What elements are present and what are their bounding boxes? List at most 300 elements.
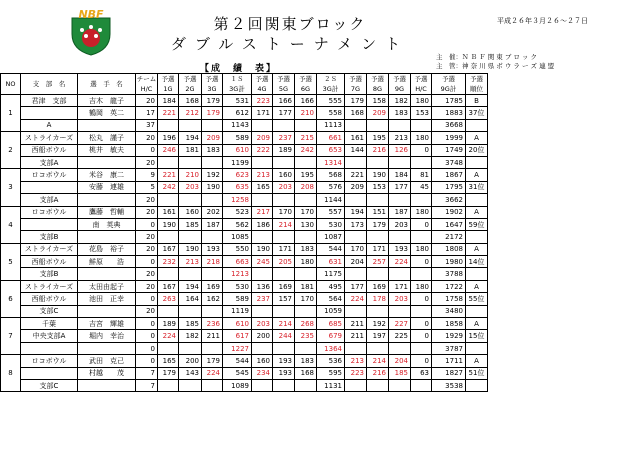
score-cell: 589 [223, 132, 252, 144]
score-cell: 194 [179, 132, 202, 144]
score-cell: 180 [295, 256, 317, 268]
branch-name-line [21, 218, 78, 230]
score-cell: 168 [295, 367, 317, 379]
score-cell: 495 [317, 280, 345, 292]
empty-cell [179, 305, 202, 317]
player-hc: 20 [136, 95, 158, 107]
team-row [1, 119, 488, 131]
score-cell: 151 [367, 206, 389, 218]
branch-name-line: 支部A [21, 156, 78, 168]
score-cell: 178 [367, 293, 389, 305]
score-cell: 263 [158, 293, 179, 305]
team-hc: 20 [136, 231, 158, 243]
score-cell: 1808 [432, 243, 466, 255]
score-cell: 216 [367, 367, 389, 379]
empty-cell [202, 231, 223, 243]
empty-cell [411, 305, 432, 317]
score-cell: 153 [411, 107, 432, 119]
score-cell: 213 [345, 355, 367, 367]
s1-total: 1213 [223, 268, 252, 280]
score-cell: 218 [202, 256, 223, 268]
empty-cell [466, 268, 488, 280]
svg-text:NBF: NBF [78, 8, 104, 21]
score-cell: 165 [252, 181, 273, 193]
empty-cell [252, 268, 273, 280]
team-no: 2 [1, 132, 21, 169]
score-cell: 0 [411, 218, 432, 230]
score-cell: 45 [411, 181, 432, 193]
score-cell: 166 [295, 95, 317, 107]
score-cell: 203 [389, 218, 411, 230]
team-row [1, 156, 488, 168]
col-total: 予選 9G計 [432, 74, 466, 95]
score-cell: 81 [411, 169, 432, 181]
score-cell: 222 [252, 144, 273, 156]
score-cell: 167 [158, 243, 179, 255]
score-cell: 196 [158, 132, 179, 144]
score-cell: 179 [202, 107, 223, 119]
score-cell: 164 [179, 293, 202, 305]
col-no: NO [1, 74, 21, 95]
empty-cell [273, 305, 295, 317]
score-cell: 173 [345, 218, 367, 230]
rank-letter: B [466, 95, 488, 107]
event-date: 平成２６年３月２６～２７日 [497, 17, 588, 25]
score-cell: 171 [389, 280, 411, 292]
score-cell: 195 [295, 169, 317, 181]
score-cell: 193 [389, 243, 411, 255]
empty-cell [252, 379, 273, 391]
score-cell: 189 [158, 318, 179, 330]
empty-cell [252, 194, 273, 206]
empty-cell [179, 119, 202, 131]
score-cell: 562 [223, 218, 252, 230]
score-cell: 237 [252, 293, 273, 305]
score-cell: 177 [389, 181, 411, 193]
score-cell: 221 [158, 169, 179, 181]
score-cell: 179 [367, 218, 389, 230]
score-cell: 193 [202, 243, 223, 255]
score-cell: 185 [179, 318, 202, 330]
score-cell: 221 [158, 107, 179, 119]
empty-cell [252, 156, 273, 168]
score-cell: 555 [317, 95, 345, 107]
empty-cell [78, 231, 136, 243]
team-hc: 20 [136, 156, 158, 168]
empty-cell [389, 379, 411, 391]
grand-total: 3538 [432, 379, 466, 391]
score-cell: 193 [273, 355, 295, 367]
col-g1: 予選 1G [158, 74, 179, 95]
team-row [1, 256, 488, 268]
score-cell: 213 [252, 169, 273, 181]
s1-total: 1227 [223, 342, 252, 354]
branch-name-line: 君津 支部 [21, 95, 78, 107]
score-cell: 209 [367, 107, 389, 119]
empty-cell [179, 231, 202, 243]
player-name: 米谷 康二 [78, 169, 136, 181]
score-cell: 623 [223, 169, 252, 181]
score-cell: 203 [252, 318, 273, 330]
score-cell: 653 [317, 144, 345, 156]
score-cell: 170 [295, 206, 317, 218]
section-label: 【成 績 表】 [200, 64, 278, 74]
player-hc: 0 [136, 218, 158, 230]
rank-letter: A [466, 355, 488, 367]
score-cell: 190 [252, 243, 273, 255]
empty-cell [158, 268, 179, 280]
score-cell: 214 [367, 355, 389, 367]
score-cell: 536 [317, 355, 345, 367]
score-cell: 192 [367, 318, 389, 330]
branch-name-line: ロコボウル [21, 355, 78, 367]
empty-cell [411, 379, 432, 391]
player-hc: 17 [136, 107, 158, 119]
empty-cell [202, 342, 223, 354]
score-cell: 63 [411, 367, 432, 379]
s2-total: 1113 [317, 119, 345, 131]
score-cell: 179 [202, 355, 223, 367]
empty-cell [252, 305, 273, 317]
score-cell: 216 [367, 144, 389, 156]
branch-name-line: ストライカーズ [21, 132, 78, 144]
score-cell: 530 [317, 218, 345, 230]
s1-total: 1089 [223, 379, 252, 391]
player-name: 吉宮 輝雄 [78, 318, 136, 330]
score-cell: 194 [179, 280, 202, 292]
branch-name-line [21, 181, 78, 193]
score-cell: 213 [179, 256, 202, 268]
team-no: 1 [1, 95, 21, 132]
score-cell: 184 [158, 95, 179, 107]
score-cell: 223 [252, 95, 273, 107]
team-row [1, 355, 488, 367]
s1-total: 1119 [223, 305, 252, 317]
score-cell: 225 [389, 330, 411, 342]
col-g5: 予選 5G [273, 74, 295, 95]
score-cell: 167 [158, 280, 179, 292]
organizer-block [436, 53, 554, 71]
results-body [1, 95, 488, 392]
empty-cell [202, 194, 223, 206]
empty-cell [389, 268, 411, 280]
empty-cell [466, 194, 488, 206]
empty-cell [202, 156, 223, 168]
player-name: 太田由起子 [78, 280, 136, 292]
score-cell: 0 [411, 355, 432, 367]
grand-total: 2172 [432, 231, 466, 243]
score-cell: 170 [273, 206, 295, 218]
empty-cell [78, 305, 136, 317]
col-g4: 予選 4G [252, 74, 273, 95]
score-cell: 180 [411, 206, 432, 218]
score-cell: 1980 [432, 256, 466, 268]
page-subtitle: ダブルストーナメント [170, 35, 410, 53]
score-cell: 183 [295, 355, 317, 367]
player-hc: 0 [136, 144, 158, 156]
score-cell: 181 [179, 144, 202, 156]
empty-cell [78, 342, 136, 354]
player-hc: 0 [136, 256, 158, 268]
branch-name-line: 西船ボウル [21, 256, 78, 268]
empty-cell [295, 342, 317, 354]
rank-position: 20位 [466, 144, 488, 156]
score-cell: 194 [345, 206, 367, 218]
score-cell: 544 [317, 243, 345, 255]
score-cell: 168 [345, 107, 367, 119]
empty-cell [252, 119, 273, 131]
player-name: 桃井 敏夫 [78, 144, 136, 156]
branch-name-line: 中央支部A [21, 330, 78, 342]
empty-cell [345, 156, 367, 168]
empty-cell [202, 305, 223, 317]
score-cell: 179 [158, 367, 179, 379]
empty-cell [158, 231, 179, 243]
empty-cell [202, 119, 223, 131]
score-cell: 182 [389, 95, 411, 107]
score-cell: 0 [411, 256, 432, 268]
score-cell: 183 [295, 243, 317, 255]
empty-cell [367, 119, 389, 131]
col-s2: ２Ｓ 3G計 [317, 74, 345, 95]
player-hc: 7 [136, 367, 158, 379]
empty-cell [252, 342, 273, 354]
score-cell: 1722 [432, 280, 466, 292]
score-cell: 1827 [432, 367, 466, 379]
empty-cell [78, 268, 136, 280]
score-cell: 212 [179, 107, 202, 119]
score-cell: 223 [345, 367, 367, 379]
empty-cell [295, 305, 317, 317]
empty-cell [411, 194, 432, 206]
score-cell: 564 [317, 293, 345, 305]
grand-total: 3748 [432, 156, 466, 168]
team-row [1, 318, 488, 330]
player-name: 南 英典 [78, 218, 136, 230]
score-cell: 170 [295, 293, 317, 305]
s2-total: 1364 [317, 342, 345, 354]
score-cell: 213 [389, 132, 411, 144]
col-rank: 予選 順位 [466, 74, 488, 95]
score-cell: 180 [411, 243, 432, 255]
empty-cell [411, 119, 432, 131]
score-cell: 224 [202, 367, 223, 379]
empty-cell [389, 119, 411, 131]
score-cell: 1758 [432, 293, 466, 305]
player-hc: 0 [136, 293, 158, 305]
team-hc: 0 [136, 342, 158, 354]
score-cell: 1858 [432, 318, 466, 330]
score-cell: 180 [411, 95, 432, 107]
empty-cell [273, 156, 295, 168]
empty-cell [273, 119, 295, 131]
score-cell: 185 [389, 367, 411, 379]
score-cell: 190 [202, 181, 223, 193]
empty-cell [389, 194, 411, 206]
score-cell: 183 [202, 144, 223, 156]
empty-cell [158, 194, 179, 206]
team-hc: 20 [136, 268, 158, 280]
score-cell: 661 [317, 132, 345, 144]
col-player: 選 手 名 [78, 74, 136, 95]
empty-cell [411, 231, 432, 243]
score-cell: 171 [273, 243, 295, 255]
score-cell: 166 [273, 95, 295, 107]
empty-cell [158, 119, 179, 131]
score-cell: 214 [273, 318, 295, 330]
score-cell: 210 [179, 169, 202, 181]
player-hc: 20 [136, 243, 158, 255]
score-cell: 169 [367, 280, 389, 292]
empty-cell [411, 156, 432, 168]
score-cell: 545 [223, 367, 252, 379]
empty-cell [295, 194, 317, 206]
team-row [1, 181, 488, 193]
empty-cell [466, 379, 488, 391]
empty-cell [202, 268, 223, 280]
score-cell: 224 [345, 293, 367, 305]
team-row [1, 379, 488, 391]
team-no: 7 [1, 318, 21, 355]
score-cell: 180 [411, 132, 432, 144]
player-name: 鷹藤 哲輔 [78, 206, 136, 218]
s2-total: 1144 [317, 194, 345, 206]
branch-name-line: 支部C [21, 305, 78, 317]
score-cell: 217 [252, 206, 273, 218]
col-g9: 予選 9G [389, 74, 411, 95]
score-cell: 1749 [432, 144, 466, 156]
score-cell: 1999 [432, 132, 466, 144]
score-cell: 208 [295, 181, 317, 193]
grand-total: 3787 [432, 342, 466, 354]
score-cell: 224 [158, 330, 179, 342]
s1-total: 1085 [223, 231, 252, 243]
team-row [1, 95, 488, 107]
empty-cell [345, 119, 367, 131]
score-cell: 193 [273, 367, 295, 379]
empty-cell [466, 342, 488, 354]
score-cell: 161 [158, 206, 179, 218]
empty-cell [389, 231, 411, 243]
empty-cell [179, 194, 202, 206]
team-row [1, 194, 488, 206]
col-g9-hc: 予選 H/C [411, 74, 432, 95]
score-cell: 235 [295, 330, 317, 342]
score-cell: 0 [411, 318, 432, 330]
team-no: 5 [1, 243, 21, 280]
header-row [1, 74, 488, 95]
score-cell: 610 [223, 144, 252, 156]
branch-name-line: ストライカーズ [21, 280, 78, 292]
branch-name-line [21, 342, 78, 354]
score-cell: 589 [223, 293, 252, 305]
team-hc: 37 [136, 119, 158, 131]
player-hc: 0 [136, 355, 158, 367]
score-cell: 169 [202, 280, 223, 292]
score-cell: 211 [345, 330, 367, 342]
rank-letter: A [466, 280, 488, 292]
empty-cell [78, 379, 136, 391]
score-cell: 203 [389, 293, 411, 305]
branch-name-line: 千葉 [21, 318, 78, 330]
branch-name-line: 西船ボウル [21, 144, 78, 156]
rank-letter: A [466, 206, 488, 218]
score-cell: 187 [389, 206, 411, 218]
empty-cell [345, 305, 367, 317]
score-cell: 171 [367, 243, 389, 255]
rank-letter: A [466, 318, 488, 330]
empty-cell [179, 342, 202, 354]
score-cell: 211 [202, 330, 223, 342]
col-g2: 予選 2G [179, 74, 202, 95]
empty-cell [367, 156, 389, 168]
score-cell: 192 [202, 169, 223, 181]
empty-cell [367, 194, 389, 206]
empty-cell [367, 305, 389, 317]
team-hc: 7 [136, 379, 158, 391]
s2-total: 1059 [317, 305, 345, 317]
score-cell: 232 [158, 256, 179, 268]
score-cell: 195 [367, 132, 389, 144]
score-cell: 550 [223, 243, 252, 255]
team-row [1, 169, 488, 181]
score-cell: 576 [317, 181, 345, 193]
grand-total: 3662 [432, 194, 466, 206]
score-cell: 182 [179, 330, 202, 342]
empty-cell [411, 268, 432, 280]
team-hc: 20 [136, 305, 158, 317]
score-cell: 160 [252, 355, 273, 367]
empty-cell [273, 342, 295, 354]
score-cell: 663 [223, 256, 252, 268]
score-cell: 143 [179, 367, 202, 379]
score-cell: 209 [202, 132, 223, 144]
score-cell: 242 [295, 144, 317, 156]
nbf-logo [68, 8, 114, 56]
player-hc: 20 [136, 132, 158, 144]
empty-cell [78, 119, 136, 131]
score-cell: 205 [273, 256, 295, 268]
score-cell: 180 [411, 280, 432, 292]
score-cell: 0 [411, 144, 432, 156]
empty-cell [345, 268, 367, 280]
empty-cell [179, 379, 202, 391]
score-cell: 679 [317, 330, 345, 342]
branch-name-line: 西船ボウル [21, 293, 78, 305]
score-cell: 685 [317, 318, 345, 330]
s2-total: 1087 [317, 231, 345, 243]
score-cell: 203 [179, 181, 202, 193]
empty-cell [389, 305, 411, 317]
empty-cell [389, 342, 411, 354]
empty-cell [466, 305, 488, 317]
branch-name-line: 支部A [21, 194, 78, 206]
results-table [0, 73, 488, 392]
score-cell: 190 [367, 169, 389, 181]
empty-cell [273, 194, 295, 206]
score-cell: 0 [411, 293, 432, 305]
score-cell: 1867 [432, 169, 466, 181]
player-name: 村越 茂 [78, 367, 136, 379]
s1-total: 1143 [223, 119, 252, 131]
score-cell: 246 [158, 144, 179, 156]
score-cell: 160 [273, 169, 295, 181]
score-cell: 153 [367, 181, 389, 193]
team-row [1, 218, 488, 230]
score-cell: 158 [367, 95, 389, 107]
score-cell: 595 [317, 367, 345, 379]
score-cell: 189 [273, 144, 295, 156]
